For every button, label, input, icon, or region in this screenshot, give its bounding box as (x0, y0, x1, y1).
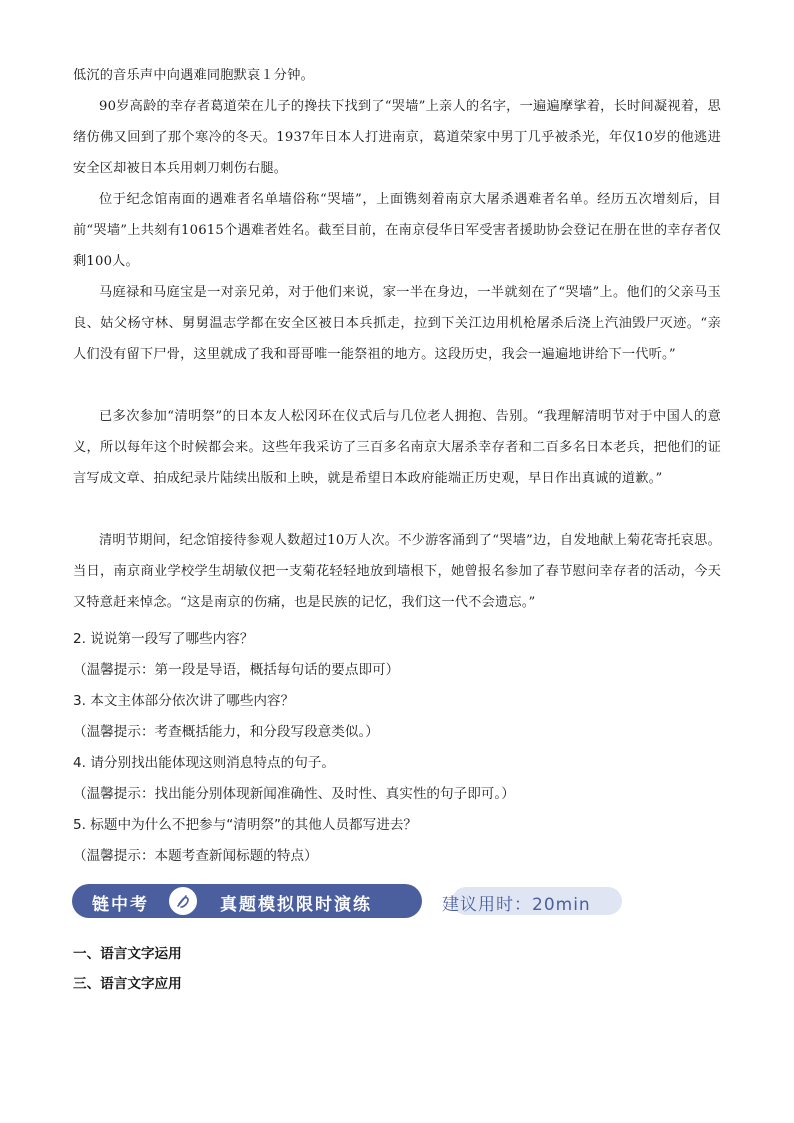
banner-time-suggestion: 建议用时：20min (442, 895, 591, 915)
passage-paragraph-3: 马庭禄和马庭宝是一对亲兄弟，对于他们来说，家一半在身边，一半就刻在了“哭墙”上。他们的父亲马玉良、姑父杨守林、舅舅温志学都在安全区被日本兵抓走，拉到下关江边用机枪屠杀后浇上汽油毁尸灭迹。“亲人们没有留下尸骨，这里就成了我和哥哥唯一能祭祖的地方。这段历史，我会一遍遍地讲给下一代听。” (73, 285, 721, 362)
banner-title: 真题模拟限时演练 (220, 895, 372, 915)
question-4: 4. 请分别找出能体现这则消息特点的句子。 (73, 755, 335, 771)
practice-banner (72, 884, 622, 918)
passage-paragraph-0: 低沉的音乐声中向遇难同胞默哀１分钟。 (73, 68, 314, 83)
hint-4: （温馨提示：找出能分别体现新闻准确性、及时性、真实性的句子即可。） (73, 786, 515, 802)
pen-clip-icon (167, 885, 199, 917)
passage-paragraph-4: 已多次参加“清明祭”的日本友人松冈环在仪式后与几位老人拥抱、告别。“我理解清明节对于中国人的意义，所以每年这个时候都会来。这些年我采访了三百多名南京大屠杀幸存者和二百多名日本老兵，把他们的证言写成文章、拍成纪录片陆续出版和上映，就是希望日本政府能端正历史观，早日作出真诚的道歉。” (73, 409, 721, 486)
question-5: 5. 标题中为什么不把参与“清明祭”的其他人员都写进去？ (73, 817, 418, 833)
passage-paragraph-1: 90岁高龄的幸存者葛道荣在儿子的搀扶下找到了“哭墙”上亲人的名字，一遍遍摩挲着，长时间凝视着，思绪仿佛又回到了那个寒冷的冬天。1937年日本人打进南京，葛道荣家中男丁几乎被杀光，年仅10岁的他逃进安全区却被日本兵用刺刀刺伤右腿。 (73, 99, 721, 176)
passage-paragraph-2: 位于纪念馆南面的遇难者名单墙俗称“哭墙”，上面镌刻着南京大屠杀遇难者名单。经历五次增刻后，目前“哭墙”上共刻有10615个遇难者姓名。截至目前，在南京侵华日军受害者援助协会登记在册在世的幸存者仅剩100人。 (73, 192, 721, 269)
question-2: 2. 说说第一段写了哪些内容？ (73, 631, 254, 647)
banner-left-label: 链中考 (92, 895, 149, 915)
question-3: 3. 本文主体部分依次讲了哪些内容？ (73, 693, 295, 709)
passage-paragraph-5: 清明节期间，纪念馆接待参观人数超过10万人次。不少游客涌到了“哭墙”边，自发地献上菊花寄托哀思。当日，南京商业学校学生胡敏仪把一支菊花轻轻地放到墙根下，她曾报名参加了春节慰问幸存者的活动，今天又特意赶来悼念。“这是南京的伤痛，也是民族的记忆，我们这一代不会遗忘。” (73, 533, 721, 610)
hint-3: （温馨提示：考查概括能力，和分段写段意类似。） (73, 724, 379, 740)
section-heading-1: 一、语言文字运用 (73, 946, 182, 962)
hint-5: （温馨提示：本题考查新闻标题的特点） (73, 848, 318, 864)
hint-2: （温馨提示：第一段是导语，概括每句话的要点即可） (73, 662, 400, 678)
section-heading-3: 三、语言文字应用 (73, 976, 182, 992)
